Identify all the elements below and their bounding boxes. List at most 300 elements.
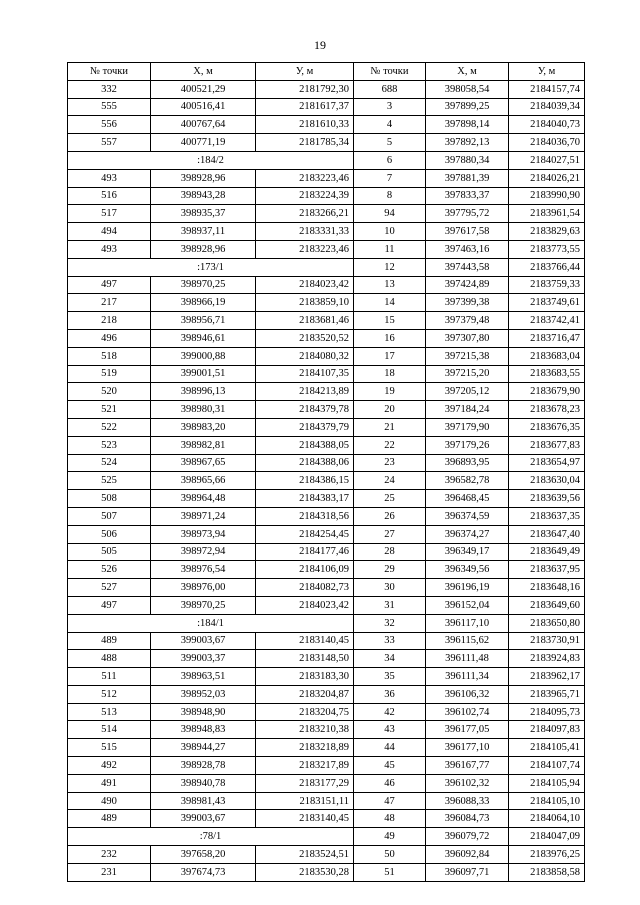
point-number-cell: 517	[68, 205, 151, 223]
x-coordinate-cell: 396088,33	[426, 792, 509, 810]
y-coordinate-cell: 2183677,83	[509, 436, 585, 454]
x-coordinate-cell: 398943,28	[151, 187, 256, 205]
x-coordinate-cell: 396097,71	[426, 863, 509, 881]
y-coordinate-cell: 2184177,46	[256, 543, 354, 561]
y-coordinate-cell: 2183678,23	[509, 401, 585, 419]
y-coordinate-cell: 2184036,70	[509, 134, 585, 152]
point-number-cell: 218	[68, 312, 151, 330]
parcel-section-label: :184/1	[68, 614, 354, 632]
y-coordinate-cell: 2183331,33	[256, 223, 354, 241]
x-coordinate-cell: 397443,58	[426, 258, 509, 276]
header-x-left: Х, м	[151, 63, 256, 81]
y-coordinate-cell: 2183962,17	[509, 668, 585, 686]
x-coordinate-cell: 399000,88	[151, 347, 256, 365]
table-row	[68, 418, 585, 436]
point-number-cell: 25	[354, 490, 426, 508]
table-row	[68, 329, 585, 347]
table-row	[68, 312, 585, 330]
x-coordinate-cell: 396117,10	[426, 614, 509, 632]
point-number-cell: 28	[354, 543, 426, 561]
x-coordinate-cell: 397899,25	[426, 98, 509, 116]
table-row	[68, 596, 585, 614]
y-coordinate-cell: 2183683,55	[509, 365, 585, 383]
x-coordinate-cell: 396102,74	[426, 703, 509, 721]
x-coordinate-cell: 398928,78	[151, 757, 256, 775]
y-coordinate-cell: 2184105,41	[509, 739, 585, 757]
y-coordinate-cell: 2184379,79	[256, 418, 354, 436]
y-coordinate-cell: 2183648,16	[509, 579, 585, 597]
point-number-cell: 493	[68, 240, 151, 258]
x-coordinate-cell: 397379,48	[426, 312, 509, 330]
point-number-cell: 16	[354, 329, 426, 347]
x-coordinate-cell: 400767,64	[151, 116, 256, 134]
point-number-cell: 19	[354, 383, 426, 401]
y-coordinate-cell: 2184097,83	[509, 721, 585, 739]
point-number-cell: 47	[354, 792, 426, 810]
table-row	[68, 436, 585, 454]
x-coordinate-cell: 396115,62	[426, 632, 509, 650]
x-coordinate-cell: 398058,54	[426, 80, 509, 98]
y-coordinate-cell: 2184318,56	[256, 507, 354, 525]
x-coordinate-cell: 397179,90	[426, 418, 509, 436]
point-number-cell: 12	[354, 258, 426, 276]
point-number-cell: 555	[68, 98, 151, 116]
point-number-cell: 51	[354, 863, 426, 881]
y-coordinate-cell: 2183976,25	[509, 846, 585, 864]
x-coordinate-cell: 398983,20	[151, 418, 256, 436]
table-row	[68, 151, 585, 169]
x-coordinate-cell: 398970,25	[151, 276, 256, 294]
point-number-cell: 24	[354, 472, 426, 490]
y-coordinate-cell: 2184107,74	[509, 757, 585, 775]
x-coordinate-cell: 398956,71	[151, 312, 256, 330]
table-row	[68, 561, 585, 579]
x-coordinate-cell: 398967,65	[151, 454, 256, 472]
y-coordinate-cell: 2183218,89	[256, 739, 354, 757]
y-coordinate-cell: 2183637,95	[509, 561, 585, 579]
x-coordinate-cell: 397833,37	[426, 187, 509, 205]
table-row	[68, 205, 585, 223]
y-coordinate-cell: 2184026,21	[509, 169, 585, 187]
point-number-cell: 50	[354, 846, 426, 864]
x-coordinate-cell: 396196,19	[426, 579, 509, 597]
x-coordinate-cell: 397399,38	[426, 294, 509, 312]
y-coordinate-cell: 2183223,46	[256, 169, 354, 187]
table-row	[68, 614, 585, 632]
y-coordinate-cell: 2184386,15	[256, 472, 354, 490]
point-number-cell: 688	[354, 80, 426, 98]
table-row	[68, 703, 585, 721]
y-coordinate-cell: 2183766,44	[509, 258, 585, 276]
table-row	[68, 846, 585, 864]
point-number-cell: 30	[354, 579, 426, 597]
x-coordinate-cell: 397881,39	[426, 169, 509, 187]
point-number-cell: 497	[68, 276, 151, 294]
x-coordinate-cell: 398928,96	[151, 169, 256, 187]
y-coordinate-cell: 2184383,17	[256, 490, 354, 508]
x-coordinate-cell: 397898,14	[426, 116, 509, 134]
y-coordinate-cell: 2183654,97	[509, 454, 585, 472]
table-header-row	[68, 63, 585, 81]
y-coordinate-cell: 2184064,10	[509, 810, 585, 828]
table-row	[68, 472, 585, 490]
table-row	[68, 507, 585, 525]
point-number-cell: 33	[354, 632, 426, 650]
parcel-section-label: :184/2	[68, 151, 354, 169]
x-coordinate-cell: 398944,27	[151, 739, 256, 757]
x-coordinate-cell: 398964,48	[151, 490, 256, 508]
point-number-cell: 518	[68, 347, 151, 365]
y-coordinate-cell: 2183140,45	[256, 632, 354, 650]
y-coordinate-cell: 2183649,60	[509, 596, 585, 614]
point-number-cell: 492	[68, 757, 151, 775]
y-coordinate-cell: 2183749,61	[509, 294, 585, 312]
x-coordinate-cell: 396374,59	[426, 507, 509, 525]
y-coordinate-cell: 2184157,74	[509, 80, 585, 98]
y-coordinate-cell: 2183650,80	[509, 614, 585, 632]
point-number-cell: 515	[68, 739, 151, 757]
x-coordinate-cell: 398980,31	[151, 401, 256, 419]
point-number-cell: 496	[68, 329, 151, 347]
x-coordinate-cell: 396092,84	[426, 846, 509, 864]
table-row	[68, 685, 585, 703]
y-coordinate-cell: 2183759,33	[509, 276, 585, 294]
y-coordinate-cell: 2184105,94	[509, 774, 585, 792]
table-row	[68, 401, 585, 419]
y-coordinate-cell: 2183224,39	[256, 187, 354, 205]
x-coordinate-cell: 398981,43	[151, 792, 256, 810]
table-row	[68, 294, 585, 312]
y-coordinate-cell: 2183716,47	[509, 329, 585, 347]
x-coordinate-cell: 396349,56	[426, 561, 509, 579]
x-coordinate-cell: 396374,27	[426, 525, 509, 543]
table-row	[68, 258, 585, 276]
y-coordinate-cell: 2184254,45	[256, 525, 354, 543]
x-coordinate-cell: 396177,05	[426, 721, 509, 739]
point-number-cell: 489	[68, 810, 151, 828]
point-number-cell: 18	[354, 365, 426, 383]
table-row	[68, 383, 585, 401]
coordinates-table	[67, 62, 585, 882]
point-number-cell: 10	[354, 223, 426, 241]
y-coordinate-cell: 2183829,63	[509, 223, 585, 241]
y-coordinate-cell: 2183681,46	[256, 312, 354, 330]
x-coordinate-cell: 398966,19	[151, 294, 256, 312]
x-coordinate-cell: 396349,17	[426, 543, 509, 561]
point-number-cell: 513	[68, 703, 151, 721]
point-number-cell: 527	[68, 579, 151, 597]
y-coordinate-cell: 2183742,41	[509, 312, 585, 330]
point-number-cell: 491	[68, 774, 151, 792]
y-coordinate-cell: 2183210,38	[256, 721, 354, 739]
y-coordinate-cell: 2183649,49	[509, 543, 585, 561]
x-coordinate-cell: 396079,72	[426, 828, 509, 846]
x-coordinate-cell: 396177,10	[426, 739, 509, 757]
y-coordinate-cell: 2183177,29	[256, 774, 354, 792]
point-number-cell: 45	[354, 757, 426, 775]
point-number-cell: 14	[354, 294, 426, 312]
x-coordinate-cell: 397892,13	[426, 134, 509, 152]
y-coordinate-cell: 2183524,51	[256, 846, 354, 864]
x-coordinate-cell: 399003,67	[151, 810, 256, 828]
point-number-cell: 21	[354, 418, 426, 436]
y-coordinate-cell: 2184082,73	[256, 579, 354, 597]
y-coordinate-cell: 2184107,35	[256, 365, 354, 383]
table-row	[68, 276, 585, 294]
y-coordinate-cell: 2183679,90	[509, 383, 585, 401]
point-number-cell: 11	[354, 240, 426, 258]
table-row	[68, 490, 585, 508]
point-number-cell: 8	[354, 187, 426, 205]
point-number-cell: 508	[68, 490, 151, 508]
point-number-cell: 556	[68, 116, 151, 134]
y-coordinate-cell: 2183965,71	[509, 685, 585, 703]
x-coordinate-cell: 398937,11	[151, 223, 256, 241]
point-number-cell: 521	[68, 401, 151, 419]
y-coordinate-cell: 2183204,75	[256, 703, 354, 721]
header-point-number-right: № точки	[354, 63, 426, 81]
y-coordinate-cell: 2183204,87	[256, 685, 354, 703]
table-row	[68, 98, 585, 116]
y-coordinate-cell: 2183637,35	[509, 507, 585, 525]
point-number-cell: 29	[354, 561, 426, 579]
x-coordinate-cell: 398935,37	[151, 205, 256, 223]
table-row	[68, 792, 585, 810]
y-coordinate-cell: 2183630,04	[509, 472, 585, 490]
x-coordinate-cell: 397795,72	[426, 205, 509, 223]
y-coordinate-cell: 2183990,90	[509, 187, 585, 205]
table-row	[68, 223, 585, 241]
point-number-cell: 524	[68, 454, 151, 472]
x-coordinate-cell: 398971,24	[151, 507, 256, 525]
y-coordinate-cell: 2184095,73	[509, 703, 585, 721]
point-number-cell: 489	[68, 632, 151, 650]
table-row	[68, 828, 585, 846]
y-coordinate-cell: 2184080,32	[256, 347, 354, 365]
x-coordinate-cell: 398996,13	[151, 383, 256, 401]
x-coordinate-cell: 396084,73	[426, 810, 509, 828]
x-coordinate-cell: 397215,20	[426, 365, 509, 383]
x-coordinate-cell: 397215,38	[426, 347, 509, 365]
point-number-cell: 507	[68, 507, 151, 525]
x-coordinate-cell: 396102,32	[426, 774, 509, 792]
x-coordinate-cell: 396468,45	[426, 490, 509, 508]
table-row	[68, 739, 585, 757]
x-coordinate-cell: 398940,78	[151, 774, 256, 792]
table-row	[68, 650, 585, 668]
x-coordinate-cell: 400516,41	[151, 98, 256, 116]
parcel-section-label: :78/1	[68, 828, 354, 846]
point-number-cell: 32	[354, 614, 426, 632]
header-y-right: У, м	[509, 63, 585, 81]
x-coordinate-cell: 400521,29	[151, 80, 256, 98]
x-coordinate-cell: 396582,78	[426, 472, 509, 490]
x-coordinate-cell: 397205,12	[426, 383, 509, 401]
point-number-cell: 506	[68, 525, 151, 543]
y-coordinate-cell: 2184023,42	[256, 596, 354, 614]
y-coordinate-cell: 2183520,52	[256, 329, 354, 347]
point-number-cell: 17	[354, 347, 426, 365]
y-coordinate-cell: 2183639,56	[509, 490, 585, 508]
point-number-cell: 46	[354, 774, 426, 792]
x-coordinate-cell: 399003,67	[151, 632, 256, 650]
x-coordinate-cell: 397674,73	[151, 863, 256, 881]
table-row	[68, 347, 585, 365]
x-coordinate-cell: 400771,19	[151, 134, 256, 152]
table-row	[68, 579, 585, 597]
x-coordinate-cell: 399001,51	[151, 365, 256, 383]
table-row	[68, 134, 585, 152]
y-coordinate-cell: 2181617,37	[256, 98, 354, 116]
point-number-cell: 332	[68, 80, 151, 98]
header-y-left: У, м	[256, 63, 354, 81]
y-coordinate-cell: 2183858,58	[509, 863, 585, 881]
point-number-cell: 15	[354, 312, 426, 330]
point-number-cell: 31	[354, 596, 426, 614]
point-number-cell: 525	[68, 472, 151, 490]
y-coordinate-cell: 2184106,09	[256, 561, 354, 579]
x-coordinate-cell: 396106,32	[426, 685, 509, 703]
y-coordinate-cell: 2181792,30	[256, 80, 354, 98]
x-coordinate-cell: 397880,34	[426, 151, 509, 169]
y-coordinate-cell: 2184388,05	[256, 436, 354, 454]
point-number-cell: 494	[68, 223, 151, 241]
point-number-cell: 4	[354, 116, 426, 134]
point-number-cell: 511	[68, 668, 151, 686]
table-row	[68, 863, 585, 881]
point-number-cell: 23	[354, 454, 426, 472]
x-coordinate-cell: 397424,89	[426, 276, 509, 294]
x-coordinate-cell: 396167,77	[426, 757, 509, 775]
y-coordinate-cell: 2183683,04	[509, 347, 585, 365]
x-coordinate-cell: 398946,61	[151, 329, 256, 347]
y-coordinate-cell: 2184040,73	[509, 116, 585, 134]
x-coordinate-cell: 397617,58	[426, 223, 509, 241]
table-row	[68, 632, 585, 650]
x-coordinate-cell: 398970,25	[151, 596, 256, 614]
header-point-number-left: № точки	[68, 63, 151, 81]
y-coordinate-cell: 2183223,46	[256, 240, 354, 258]
table-row	[68, 187, 585, 205]
table-row	[68, 668, 585, 686]
y-coordinate-cell: 2184388,06	[256, 454, 354, 472]
x-coordinate-cell: 398973,94	[151, 525, 256, 543]
point-number-cell: 44	[354, 739, 426, 757]
point-number-cell: 7	[354, 169, 426, 187]
table-row	[68, 721, 585, 739]
x-coordinate-cell: 398976,00	[151, 579, 256, 597]
y-coordinate-cell: 2183773,55	[509, 240, 585, 258]
y-coordinate-cell: 2183183,30	[256, 668, 354, 686]
point-number-cell: 43	[354, 721, 426, 739]
y-coordinate-cell: 2183924,83	[509, 650, 585, 668]
x-coordinate-cell: 397658,20	[151, 846, 256, 864]
point-number-cell: 488	[68, 650, 151, 668]
x-coordinate-cell: 398965,66	[151, 472, 256, 490]
parcel-section-label: :173/1	[68, 258, 354, 276]
point-number-cell: 490	[68, 792, 151, 810]
y-coordinate-cell: 2183530,28	[256, 863, 354, 881]
x-coordinate-cell: 398928,96	[151, 240, 256, 258]
point-number-cell: 35	[354, 668, 426, 686]
point-number-cell: 36	[354, 685, 426, 703]
table-row	[68, 757, 585, 775]
x-coordinate-cell: 399003,37	[151, 650, 256, 668]
point-number-cell: 48	[354, 810, 426, 828]
point-number-cell: 94	[354, 205, 426, 223]
x-coordinate-cell: 398976,54	[151, 561, 256, 579]
point-number-cell: 26	[354, 507, 426, 525]
point-number-cell: 519	[68, 365, 151, 383]
point-number-cell: 526	[68, 561, 151, 579]
point-number-cell: 557	[68, 134, 151, 152]
table-row	[68, 774, 585, 792]
point-number-cell: 522	[68, 418, 151, 436]
table-row	[68, 80, 585, 98]
x-coordinate-cell: 398952,03	[151, 685, 256, 703]
y-coordinate-cell: 2183647,40	[509, 525, 585, 543]
y-coordinate-cell: 2184047,09	[509, 828, 585, 846]
y-coordinate-cell: 2183961,54	[509, 205, 585, 223]
x-coordinate-cell: 396111,34	[426, 668, 509, 686]
table-row	[68, 525, 585, 543]
x-coordinate-cell: 398972,94	[151, 543, 256, 561]
point-number-cell: 505	[68, 543, 151, 561]
point-number-cell: 516	[68, 187, 151, 205]
x-coordinate-cell: 398982,81	[151, 436, 256, 454]
table-row	[68, 169, 585, 187]
y-coordinate-cell: 2181610,33	[256, 116, 354, 134]
y-coordinate-cell: 2183859,10	[256, 294, 354, 312]
point-number-cell: 512	[68, 685, 151, 703]
x-coordinate-cell: 397463,16	[426, 240, 509, 258]
y-coordinate-cell: 2184023,42	[256, 276, 354, 294]
point-number-cell: 20	[354, 401, 426, 419]
x-coordinate-cell: 398948,90	[151, 703, 256, 721]
point-number-cell: 27	[354, 525, 426, 543]
y-coordinate-cell: 2183266,21	[256, 205, 354, 223]
y-coordinate-cell: 2184105,10	[509, 792, 585, 810]
y-coordinate-cell: 2184213,89	[256, 383, 354, 401]
table-row	[68, 240, 585, 258]
point-number-cell: 49	[354, 828, 426, 846]
table-row	[68, 365, 585, 383]
x-coordinate-cell: 396893,95	[426, 454, 509, 472]
table-row	[68, 116, 585, 134]
point-number-cell: 231	[68, 863, 151, 881]
y-coordinate-cell: 2184379,78	[256, 401, 354, 419]
y-coordinate-cell: 2183217,89	[256, 757, 354, 775]
y-coordinate-cell: 2181785,34	[256, 134, 354, 152]
point-number-cell: 497	[68, 596, 151, 614]
page-number: 19	[314, 38, 326, 52]
table-body	[68, 80, 585, 881]
point-number-cell: 217	[68, 294, 151, 312]
x-coordinate-cell: 397184,24	[426, 401, 509, 419]
table-row	[68, 543, 585, 561]
x-coordinate-cell: 397179,26	[426, 436, 509, 454]
y-coordinate-cell: 2183140,45	[256, 810, 354, 828]
point-number-cell: 6	[354, 151, 426, 169]
y-coordinate-cell: 2184027,51	[509, 151, 585, 169]
x-coordinate-cell: 396111,48	[426, 650, 509, 668]
y-coordinate-cell: 2183730,91	[509, 632, 585, 650]
y-coordinate-cell: 2183148,50	[256, 650, 354, 668]
point-number-cell: 523	[68, 436, 151, 454]
point-number-cell: 232	[68, 846, 151, 864]
y-coordinate-cell: 2183676,35	[509, 418, 585, 436]
x-coordinate-cell: 398963,51	[151, 668, 256, 686]
